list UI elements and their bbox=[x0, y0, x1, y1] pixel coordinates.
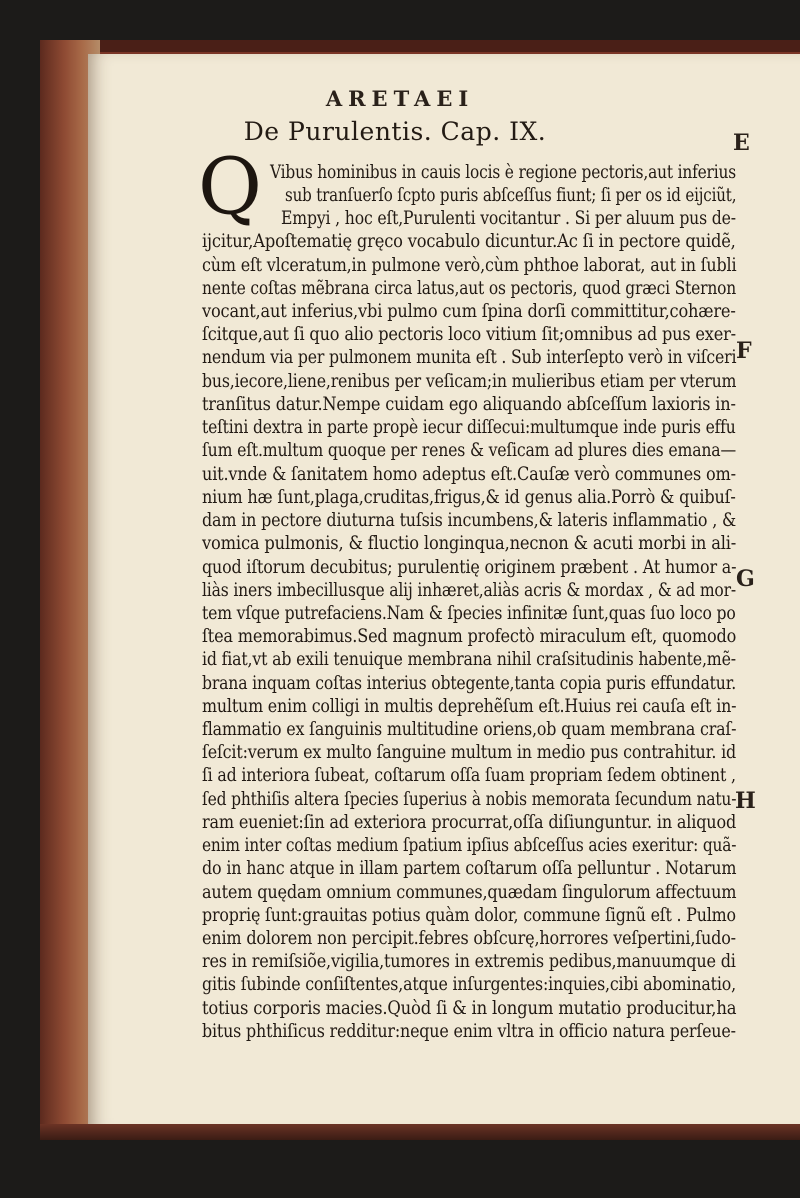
text-line: Vibus hominibus in cauis locis è regione pectoris,aut inferius bbox=[270, 162, 736, 183]
text-line: ſi ad interiora ſubeat, coſtarum oſſa ſuam propriam ſedem obtinent , bbox=[202, 765, 736, 786]
text-line: dam in pectore diuturna tuſsis incumbens,& lateris inflammatio , & bbox=[202, 510, 737, 531]
text-line: proprię ſunt:grauitas potius quàm dolor, commune ſignũ eſt . Pulmo bbox=[202, 905, 736, 926]
chapter-title: De Purulentis. Cap. IX. bbox=[243, 117, 547, 146]
text-line: vomica pulmonis, & fluctio longinqua,necnon & acuti morbi in ali- bbox=[202, 533, 737, 554]
text-line: cùm eſt vlceratum,in pulmone verò,cùm phthoe laborat, aut in ſubli bbox=[202, 255, 737, 276]
margin-letter-f: F bbox=[736, 338, 752, 364]
text-line: enim inter coſtas medium ſpatium ipſius abſceſſus acies exeritur: quã- bbox=[202, 835, 737, 856]
text-line: bus,iecore,liene,renibus per veſicam;in mulieribus etiam per vterum bbox=[202, 371, 737, 392]
text-line: Empyi , hoc eſt,Purulenti vocitantur . Si per aluum pus de- bbox=[281, 208, 736, 229]
text-line: ſeſcit:verum ex multo ſanguine multum in medio pus contrahitur. id bbox=[202, 742, 737, 763]
text-line: do in hanc atque in illam partem coſtarum oſſa pelluntur . Notarum bbox=[202, 858, 737, 879]
text-line: autem quędam omnium communes,quædam ſingulorum affectuum bbox=[202, 882, 737, 903]
margin-letter-h: H bbox=[735, 788, 756, 814]
text-line: brana inquam coſtas interius obtegente,tanta copia puris effundatur. bbox=[202, 673, 737, 694]
binding-bottom-edge bbox=[40, 1124, 800, 1140]
text-line: sub tranſuerſo ſcpto puris abſceſſus fiunt; ſi per os id eijciũt, bbox=[285, 185, 737, 206]
text-line: enim dolorem non percipit.febres obſcurę,horrores veſpertini,ſudo- bbox=[202, 928, 736, 949]
text-line: id fiat,vt ab exili tenuique membrana nihil craſsitudinis habente,mẽ- bbox=[202, 649, 736, 670]
text-line: res in remiſsiõe,vigilia,tumores in extremis pedibus,manuumque di bbox=[202, 951, 736, 972]
text-line: vocant,aut inferius,vbi pulmo cum ſpina dorſi committitur,cohære- bbox=[202, 301, 736, 322]
text-line: teſtini dextra in parte propè iecur diſſecui:multumque inde puris effu bbox=[202, 417, 736, 438]
text-line: liàs iners imbecillusque alij inhæret,aliàs acris & mordax , & ad mor- bbox=[202, 580, 736, 601]
text-line: tem vſque putrefaciens.Nam & ſpecies infinitæ ſunt,quas ſuo loco po bbox=[202, 603, 736, 624]
margin-letter-g: G bbox=[736, 566, 755, 592]
text-line: multum enim colligi in multis deprehẽſum eſt.Huius rei cauſa eſt in- bbox=[202, 696, 737, 717]
text-line: nium hæ ſunt,plaga,cruditas,frigus,& id genus alia.Porrò & quibuſ- bbox=[202, 487, 736, 508]
text-line: ſtea memorabimus.Sed magnum profectò miraculum eſt, quomodo bbox=[202, 626, 737, 647]
running-head: ARETAEI bbox=[325, 86, 475, 111]
text-line: totius corporis macies.Quòd ſi & in longum mutatio producitur,ha bbox=[202, 998, 737, 1019]
text-line: flammatio ex ſanguinis multitudine oriens,ob quam membrana craſ- bbox=[202, 719, 737, 740]
text-line: bitus phthiſicus redditur:neque enim vltra in officio natura perſeue- bbox=[202, 1021, 736, 1042]
text-line: gitis ſubinde conſiſtentes,atque inſurgentes:inquies,cibi abominatio, bbox=[202, 974, 736, 995]
text-line: ſcitque,aut ſi quo alio pectoris loco vitium ſit;omnibus ad pus exer- bbox=[202, 324, 736, 345]
text-line: nendum via per pulmonem munita eſt . Sub interſepto verò in viſceri bbox=[202, 347, 737, 368]
text-line: quod iſtorum decubitus; purulentię originem præbent . At humor a- bbox=[202, 557, 737, 578]
text-line: ſum eſt.multum quoque per renes & veſicam ad plures dies emana— bbox=[202, 440, 737, 461]
drop-cap-initial: Q bbox=[198, 142, 262, 232]
text-line: ram eueniet:ſin ad exteriora procurrat,oſſa diſiunguntur. in aliquod bbox=[202, 812, 737, 833]
text-line: ſed phthiſis altera ſpecies ſuperius à nobis memorata ſecundum natu- bbox=[202, 789, 737, 810]
margin-letter-e: E bbox=[733, 130, 750, 156]
binding-top-edge bbox=[40, 40, 800, 52]
text-line: tranſitus datur.Nempe cuidam ego aliquando abſceſſum laxioris in- bbox=[202, 394, 736, 415]
text-line: uit.vnde & ſanitatem homo adeptus eſt.Cauſæ verò communes om- bbox=[202, 464, 736, 485]
text-line: nente coſtas mẽbrana circa latus,aut os pectoris, quod græci Sternon bbox=[202, 278, 737, 299]
text-line: ijcitur,Apoſtematię gręco vocabulo dicuntur.Ac ſi in pectore quidẽ, bbox=[202, 231, 736, 252]
